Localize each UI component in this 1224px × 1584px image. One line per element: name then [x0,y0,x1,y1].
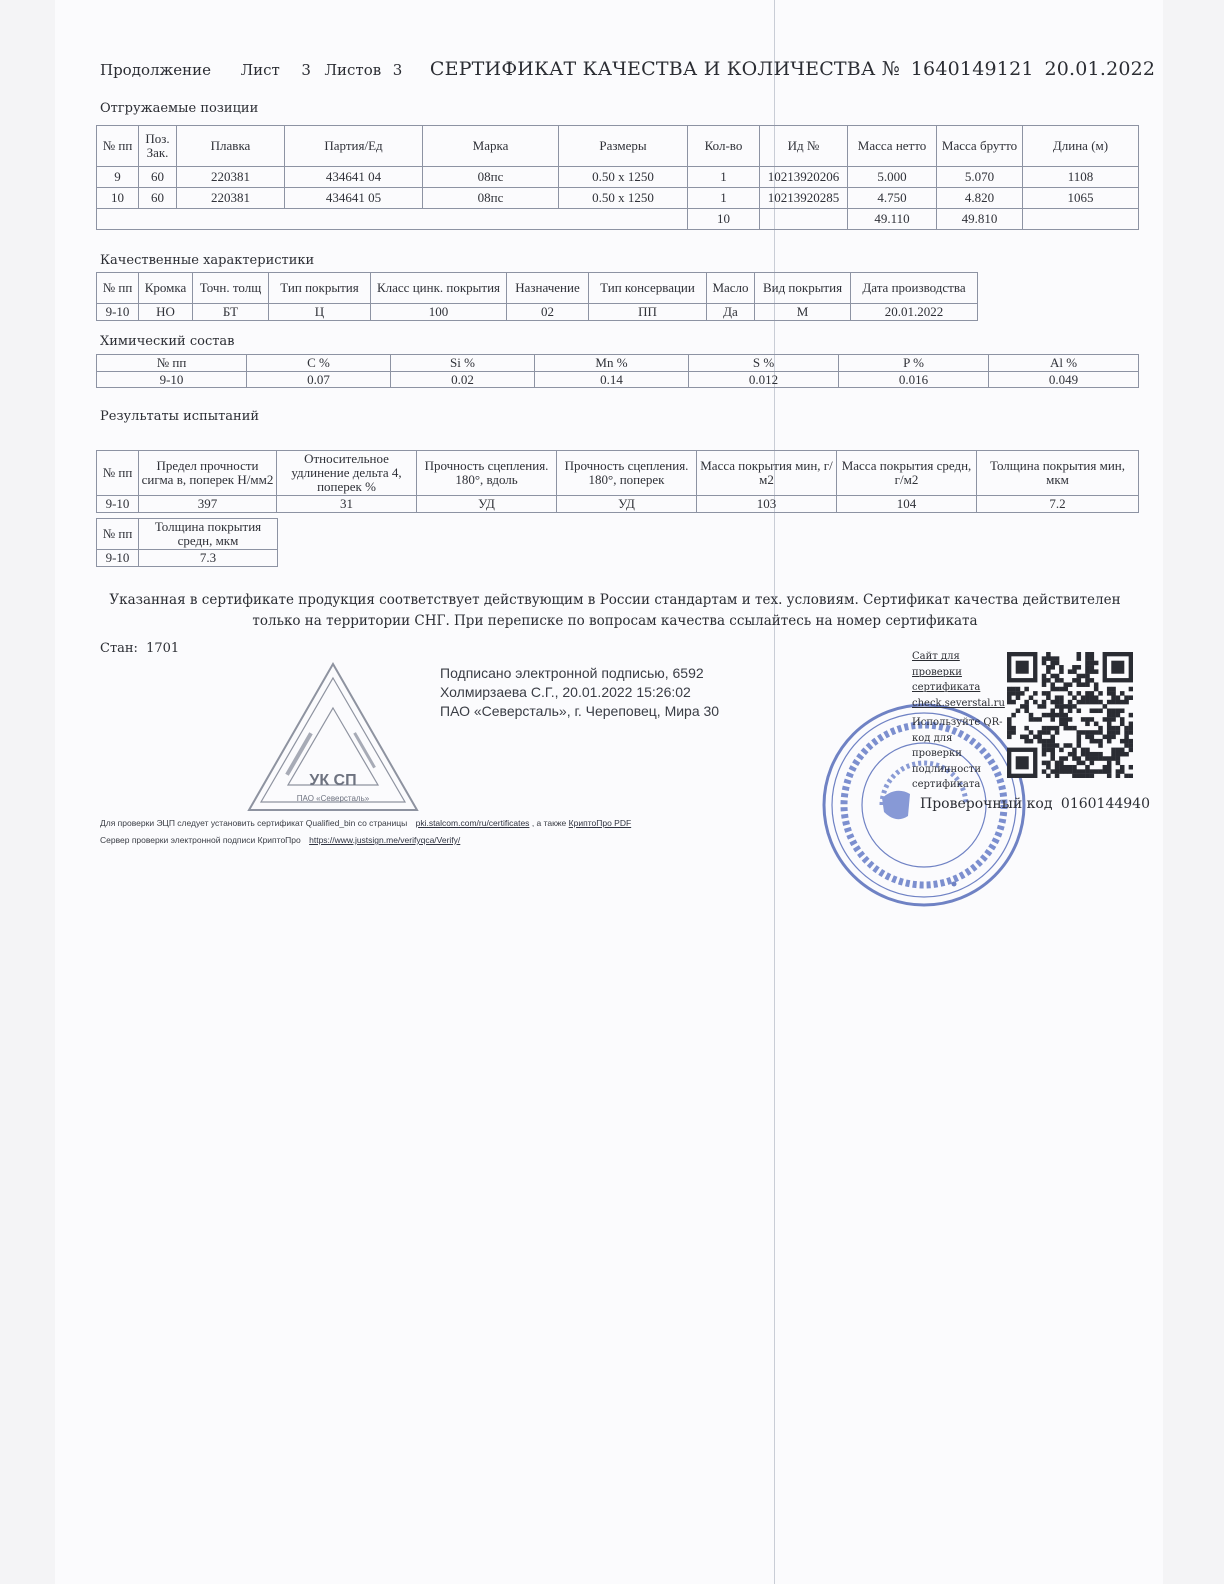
col-header: Размеры [559,126,688,167]
qr-finder-square [1111,661,1124,674]
chemistry-header-row [97,355,1139,372]
cell: 100 [371,304,507,321]
certificate-date: 20.01.2022 [1044,58,1156,80]
uksp-triangle-stamp [245,660,421,816]
col-header: Прочность сцепления. 180°, вдоль [417,451,557,496]
table-row [97,372,1139,388]
cell: 0.50 x 1250 [559,167,688,188]
col-header: Mn % [535,355,689,372]
cell: 0.02 [391,372,535,388]
note-text: Сервер проверки электронной подписи КриптоПро [100,835,301,845]
mill-value: 1701 [146,641,180,656]
mill-info [100,641,179,656]
check-code-value: 0160144940 [1060,796,1150,812]
stamp-emblem-text-ring [285,732,376,776]
cell: УД [417,496,557,513]
note-text: Для проверки ЭЦП следует установить сертификат Qualified_bin со страницы [100,818,408,828]
col-header: Относительное удлинение дельта 4, поперек % [277,451,417,496]
tests-header-row [97,451,1139,496]
cell: М [755,304,851,321]
col-header: C % [247,355,391,372]
signature-line: Подписано электронной подписью, 6592 [440,665,704,681]
cell: 1065 [1023,188,1139,209]
cell: 0.012 [689,372,839,388]
col-header: № пп [97,126,139,167]
cell: 10213920285 [760,188,848,209]
continuation-label: Продолжение [100,61,212,79]
cell: 4.820 [937,188,1023,209]
check-code [920,796,1150,812]
cell: 10 [97,188,139,209]
cell: 60 [139,167,177,188]
qr-code[interactable] [1007,652,1133,778]
col-header: № пп [97,519,139,550]
sheets-total: 3 [392,61,403,79]
cell: 5.070 [937,167,1023,188]
certificate-header [100,58,1155,80]
table-row [97,304,978,321]
check-code-label: Проверочный код [920,796,1053,812]
sheets-label: Листов [324,61,382,79]
col-header: Кромка [139,273,193,304]
cell: 220381 [177,188,285,209]
stamp-sub-text: ПАО «Северсталь» [296,794,370,803]
col-header: Марка [423,126,559,167]
cell: 434641 04 [285,167,423,188]
cell: 434641 05 [285,188,423,209]
tests-table [96,450,1139,513]
col-header: Кол-во [688,126,760,167]
quality-header-row [97,273,978,304]
certificate-number: 1640149121 [910,58,1034,80]
scan-fold-line [774,0,775,1584]
note-text: , а также [531,818,567,828]
cell: 1 [688,188,760,209]
cell: 0.50 x 1250 [559,188,688,209]
col-header: Толщина покрытия мин, мкм [977,451,1139,496]
shipped-header-row [97,126,1139,167]
cell: 02 [507,304,589,321]
sheet-label: Лист [240,61,280,79]
col-header: Партия/Ед [285,126,423,167]
cell [1023,209,1139,230]
cell: 9-10 [97,550,139,567]
certificates-link[interactable]: pki.stalcom.com/ru/certificates [415,818,530,828]
col-header: Тип консервации [589,273,707,304]
shipped-section-label: Отгружаемые позиции [100,101,259,116]
col-header: № пп [97,451,139,496]
severstal-logo-icon [882,791,910,819]
quality-table [96,272,978,321]
col-header: Масса покрытия средн, г/м2 [837,451,977,496]
tests-extra-header-row [97,519,278,550]
cell: 7.2 [977,496,1139,513]
cell: ПП [589,304,707,321]
cell: 08пс [423,188,559,209]
justsign-link[interactable]: https://www.justsign.me/verifyqca/Verify/ [309,835,461,845]
qr-info [912,649,1004,793]
cell: 104 [837,496,977,513]
cell: 9-10 [97,304,139,321]
col-header: Si % [391,355,535,372]
mill-label: Стан: [100,641,138,656]
col-header: Вид покрытия [755,273,851,304]
signature-line: ПАО «Северсталь», г. Череповец, Мира 30 [440,703,720,719]
table-row [97,550,278,567]
verify-note-1 [100,818,631,828]
cell: 0.14 [535,372,689,388]
cell: Ц [269,304,371,321]
col-header: Плавка [177,126,285,167]
stamp-main-text: УК СП [309,772,357,789]
total-gross: 49.810 [937,209,1023,230]
cell: 7.3 [139,550,278,567]
tests-extra-table [96,518,278,567]
cell: 1108 [1023,167,1139,188]
col-header: Толщина покрытия средн, мкм [139,519,278,550]
electronic-signature [440,664,719,721]
col-header: Поз. Зак. [139,126,177,167]
cell: Да [707,304,755,321]
table-row [97,496,1139,513]
col-header: P % [839,355,989,372]
total-net: 49.110 [848,209,937,230]
cell [97,209,688,230]
cell: 08пс [423,167,559,188]
cell: 0.07 [247,372,391,388]
cell: 5.000 [848,167,937,188]
col-header: № пп [97,355,247,372]
cell: 31 [277,496,417,513]
shipped-table [96,125,1139,230]
qr-finder-square [1016,756,1029,769]
col-header: Al % [989,355,1139,372]
col-header: № пп [97,273,139,304]
cell: 103 [697,496,837,513]
col-header: Масса брутто [937,126,1023,167]
col-header: Масло [707,273,755,304]
table-row [97,188,1139,209]
col-header: Масса покрытия мин, г/м2 [697,451,837,496]
signature-line: Холмирзаева С.Г., 20.01.2022 15:26:02 [440,684,691,700]
col-header: Дата производства [851,273,978,304]
totals-row [97,209,1139,230]
cell: УД [557,496,697,513]
tests-section-label: Результаты испытаний [100,409,260,424]
qr-finder-square [1016,661,1029,674]
qr-site-text: Сайт для проверки сертификата [912,651,981,693]
cell: 0.049 [989,372,1139,388]
verify-note-2 [100,835,460,845]
col-header: Класс цинк. покрытия [371,273,507,304]
col-header: Назначение [507,273,589,304]
chemistry-table [96,354,1139,388]
certificate-title: СЕРТИФИКАТ КАЧЕСТВА И КОЛИЧЕСТВА № [429,58,900,80]
col-header: Масса нетто [848,126,937,167]
cell [760,209,848,230]
cell: 4.750 [848,188,937,209]
sheet-number: 3 [301,61,311,79]
cell: 9 [97,167,139,188]
col-header: Ид № [760,126,848,167]
qr-use-text: Используйте QR-код для проверки подлинности сертификата [912,717,1003,790]
cell: 9-10 [97,496,139,513]
check-site-link[interactable]: check.severstal.ru [912,697,1005,709]
col-header: Прочность сцепления. 180°, поперек [557,451,697,496]
cell: 20.01.2022 [851,304,978,321]
cell: БТ [193,304,269,321]
chemistry-section-label: Химический состав [100,334,235,349]
table-row [97,167,1139,188]
quality-section-label: Качественные характеристики [100,253,315,268]
col-header: Предел прочности сигма в, поперек Н/мм2 [139,451,277,496]
col-header: Тип покрытия [269,273,371,304]
cell: 9-10 [97,372,247,388]
col-header: Длина (м) [1023,126,1139,167]
total-qty: 10 [688,209,760,230]
col-header: Точн. толщ [193,273,269,304]
col-header: S % [689,355,839,372]
cell: 60 [139,188,177,209]
conformity-statement: Указанная в сертификате продукция соответствует действующим в России стандартам и тех. условиям. Сертификат качества действителен только на территории СНГ. При переписке по вопросам качества ссылайтесь на номер сертификата [109,592,1121,629]
cell: НО [139,304,193,321]
cryptopro-pdf-link[interactable]: КриптоПро PDF [568,818,632,828]
cell: 220381 [177,167,285,188]
cell: 0.016 [839,372,989,388]
cell: 1 [688,167,760,188]
cell: 10213920206 [760,167,848,188]
cell: 397 [139,496,277,513]
